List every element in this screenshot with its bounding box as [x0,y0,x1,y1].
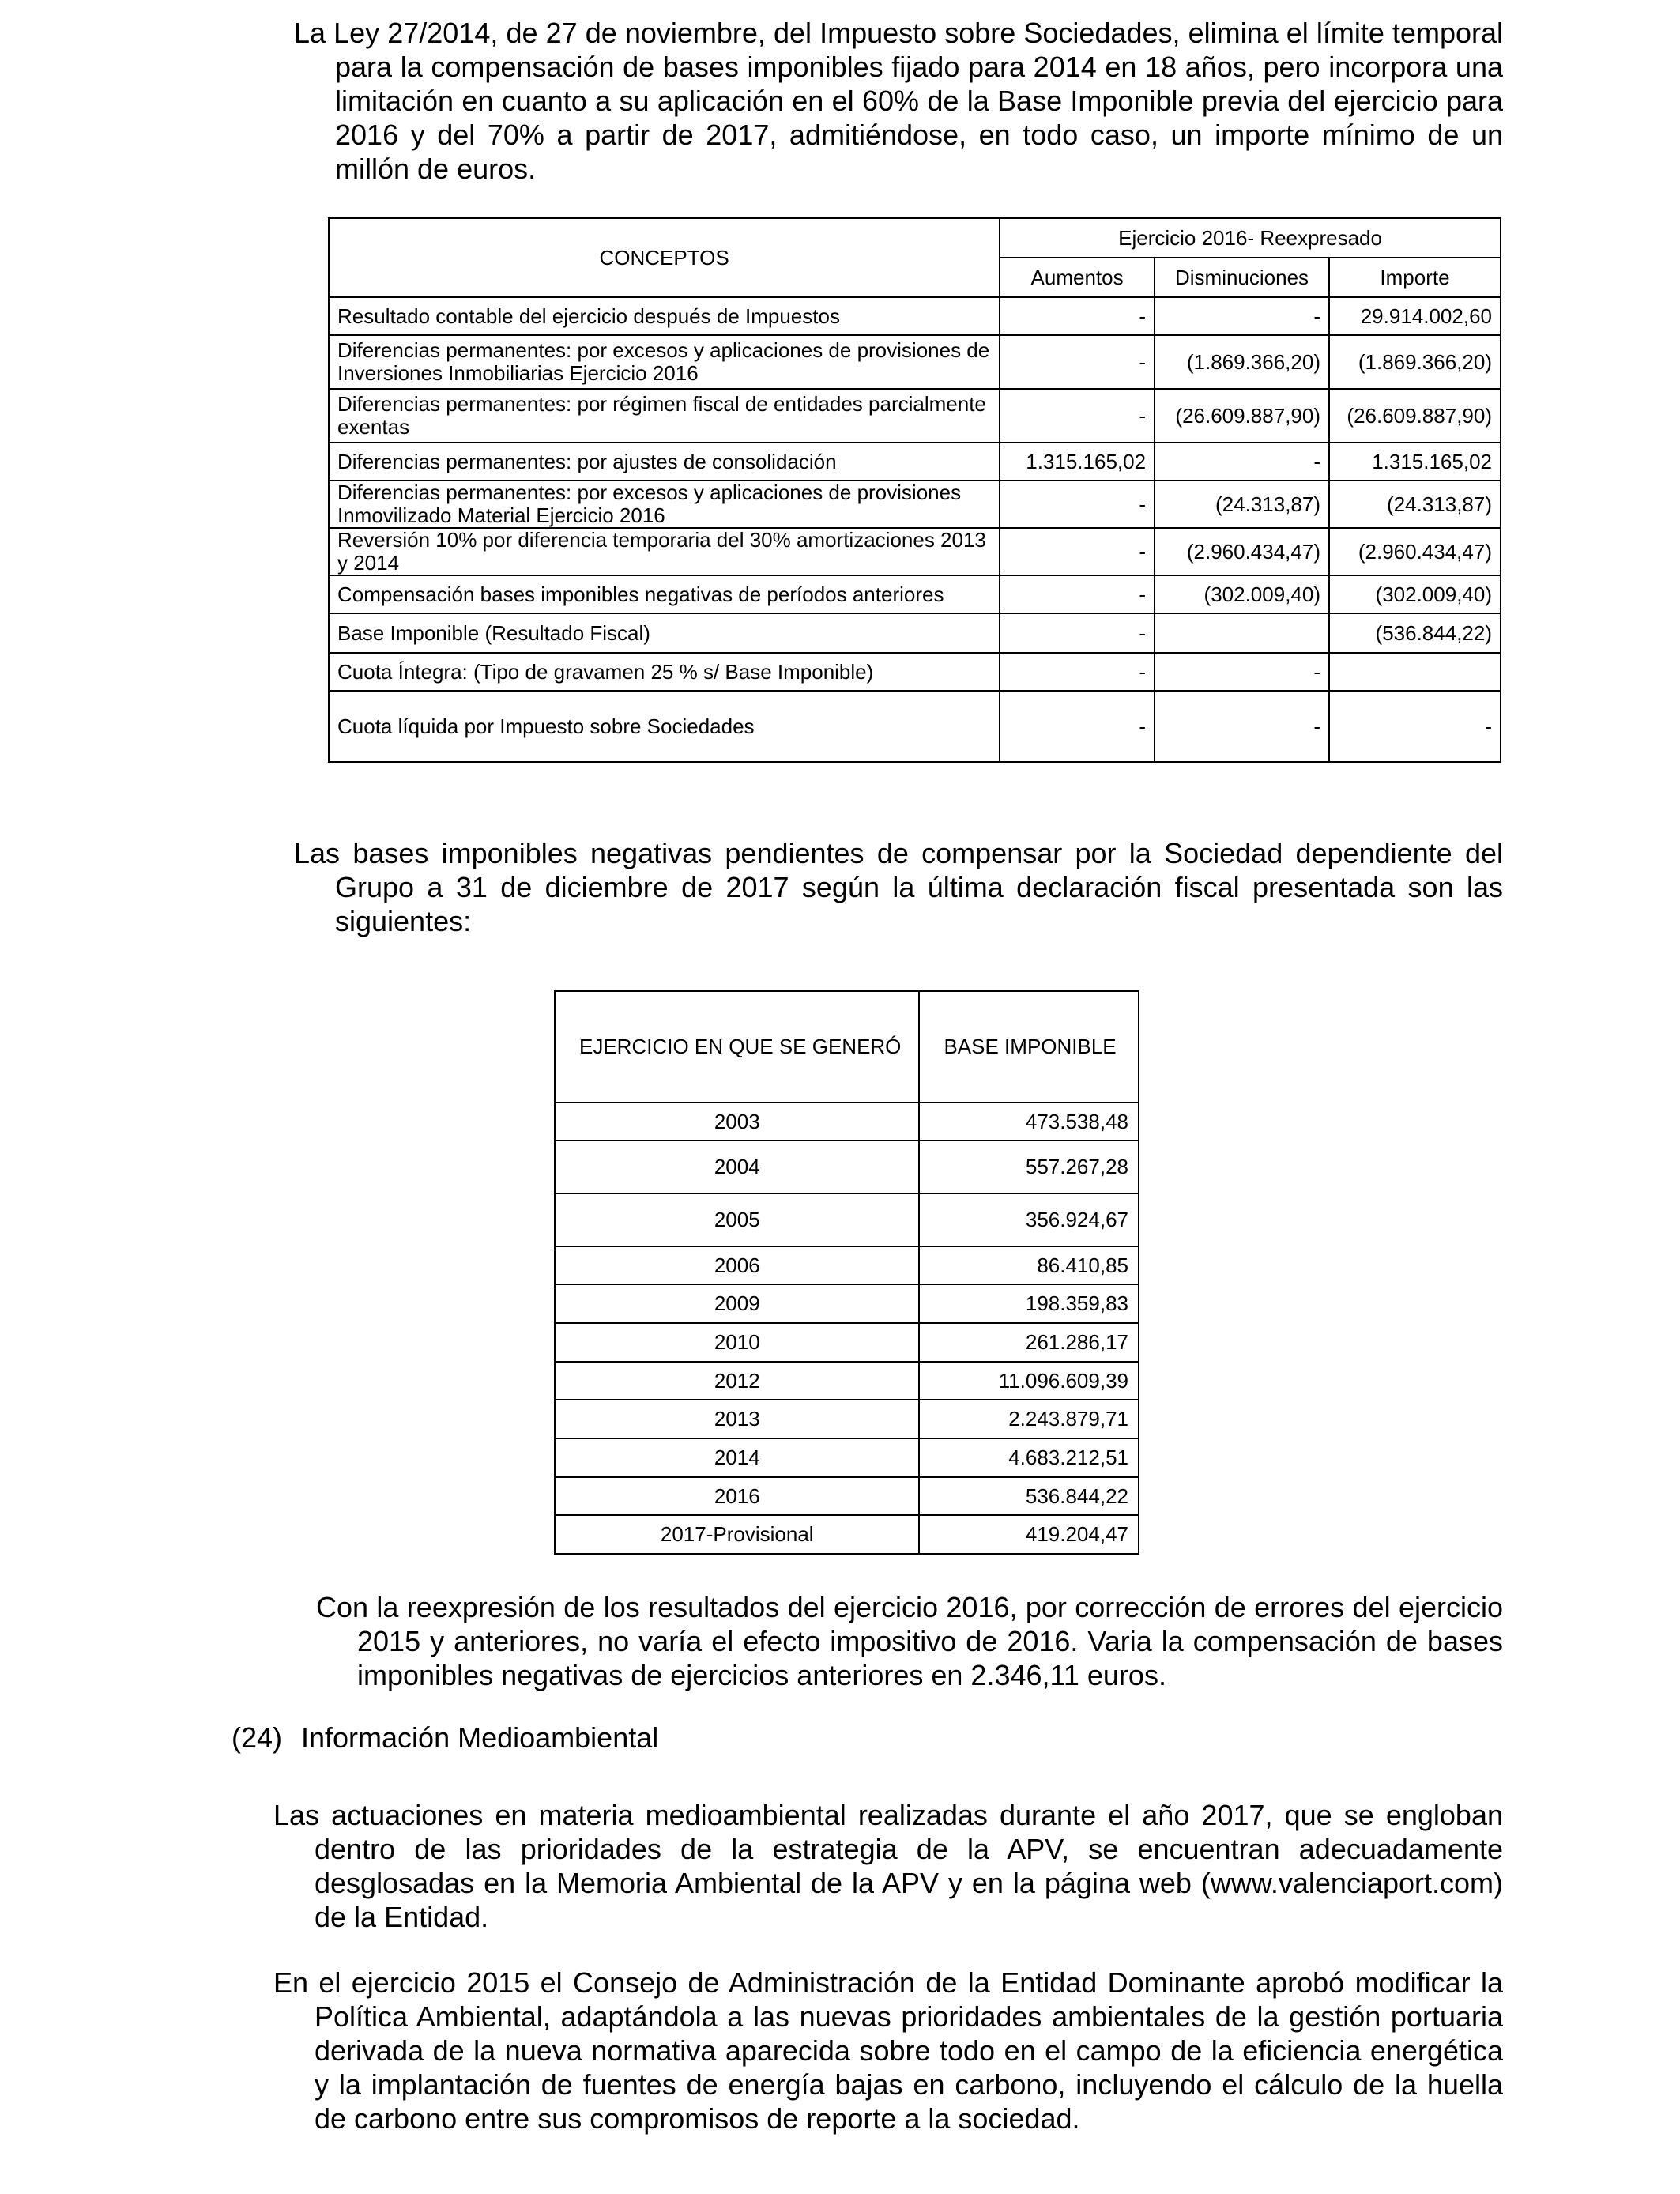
table-row [329,653,1501,691]
year-cell: 2010 [555,1323,919,1362]
value-cell: 473.538,48 [919,1103,1139,1140]
concept-cell: Cuota líquida por Impuesto sobre Sociedades [329,691,1000,762]
importe-cell: 1.315.165,02 [1329,443,1501,481]
aumentos-cell: - [1000,389,1155,443]
table-row [329,528,1501,575]
aumentos-cell: - [1000,575,1155,613]
importe-cell: 29.914.002,60 [1329,297,1501,335]
year-cell: 2003 [555,1103,919,1140]
year-cell: 2014 [555,1438,919,1477]
aumentos-cell: - [1000,653,1155,691]
aumentos-cell: - [1000,335,1155,389]
importe-cell: (26.609.887,90) [1329,389,1501,443]
env-paragraph-1: Las actuaciones en materia medioambiental realizadas durante el año 2017, que se engloban dentro de las prioridades de la estrategia de la APV, se encuentran adecuadamente desglosadas en la Memoria Ambiental de la APV y en la página web (www.valenciaport.com) de la Entidad. [273,1799,1503,1933]
env-paragraph-2: En el ejercicio 2015 el Consejo de Administración de la Entidad Dominante aprobó modificar la Política Ambiental, adaptándola a las nuevas prioridades ambientales de la gestión portuaria derivada de la nueva normativa aparecida sobre todo en el campo de la eficiencia energética y la implantación de fuentes de energía bajas en carbono, incluyendo el cálculo de la huella de carbono entre sus compromisos de reporte a la sociedad. [273,1966,1503,2135]
disminuciones-cell: (26.609.887,90) [1155,389,1329,443]
table-row [329,389,1501,443]
value-cell: 4.683.212,51 [919,1438,1139,1477]
importe-cell: (536.844,22) [1329,613,1501,653]
disminuciones-cell: (2.960.434,47) [1155,528,1329,575]
section-heading [232,1721,658,1755]
value-cell: 356.924,67 [919,1193,1139,1246]
concept-cell: Diferencias permanentes: por ajustes de consolidación [329,443,1000,481]
table-row [555,1193,1139,1246]
table-row [329,613,1501,653]
year-cell: 2004 [555,1140,919,1193]
table-row [555,1284,1139,1323]
reexpresion-paragraph: Con la reexpresión de los resultados del ejercicio 2016, por corrección de errores del ejercicio 2015 y anteriores, no varía el efecto impositivo de 2016. Varia la compensación de bases imponibles negativas de ejercicios anteriores en 2.346,11 euros. [316,1591,1503,1691]
concept-cell: Base Imponible (Resultado Fiscal) [329,613,1000,653]
importe-cell: - [1329,691,1501,762]
year-cell: 2017-Provisional [555,1515,919,1554]
tax-base-table [554,990,1139,1555]
concept-cell: Compensación bases imponibles negativas de períodos anteriores [329,575,1000,613]
table-row [555,1362,1139,1400]
year-cell: 2013 [555,1400,919,1438]
table-row [555,1477,1139,1515]
disminuciones-cell: (24.313,87) [1155,481,1329,528]
importe-cell: (1.869.366,20) [1329,335,1501,389]
table-row [555,1438,1139,1477]
table-row [555,1246,1139,1284]
table-row [555,1400,1139,1438]
col-header-base: BASE IMPONIBLE [919,991,1139,1103]
concept-cell: Cuota Íntegra: (Tipo de gravamen 25 % s/ Base Imponible) [329,653,1000,691]
section-title: Información Medioambiental [301,1721,659,1754]
disminuciones-cell: - [1155,691,1329,762]
value-cell: 419.204,47 [919,1515,1139,1554]
value-cell: 557.267,28 [919,1140,1139,1193]
disminuciones-cell: - [1155,297,1329,335]
table-row [329,297,1501,335]
disminuciones-cell: (302.009,40) [1155,575,1329,613]
section-number: (24) [232,1721,283,1754]
disminuciones-cell: - [1155,443,1329,481]
concepts-header: CONCEPTOS [329,218,1000,297]
concept-cell: Diferencias permanentes: por excesos y aplicaciones de provisiones de Inversiones Inmobiliarias Ejercicio 2016 [329,335,1000,389]
intro-paragraph: La Ley 27/2014, de 27 de noviembre, del Impuesto sobre Sociedades, elimina el límite temporal para la compensación de bases imponibles fijado para 2014 en 18 años, pero incorpora una limitación en cuanto a su aplicación en el 60% de la Base Imponible previa del ejercicio para 2016 y del 70% a partir de 2017, admitiéndose, en todo caso, un importe mínimo de un millón de euros. [294,17,1503,185]
importe-cell: (302.009,40) [1329,575,1501,613]
aumentos-cell: - [1000,691,1155,762]
importe-cell: (24.313,87) [1329,481,1501,528]
value-cell: 261.286,17 [919,1323,1139,1362]
concept-cell: Reversión 10% por diferencia temporaria del 30% amortizaciones 2013 y 2014 [329,528,1000,575]
aumentos-cell: - [1000,297,1155,335]
tax-reconciliation-table [328,217,1501,763]
disminuciones-cell: - [1155,653,1329,691]
importe-cell: (2.960.434,47) [1329,528,1501,575]
year-cell: 2016 [555,1477,919,1515]
table-row [329,335,1501,389]
table-row [329,575,1501,613]
disminuciones-cell [1155,613,1329,653]
concept-cell: Diferencias permanentes: por régimen fiscal de entidades parcialmente exentas [329,389,1000,443]
value-cell: 536.844,22 [919,1477,1139,1515]
year-cell: 2009 [555,1284,919,1323]
aumentos-cell: - [1000,613,1155,653]
col-header-importe: Importe [1329,258,1501,297]
table-row [329,443,1501,481]
aumentos-cell: 1.315.165,02 [1000,443,1155,481]
aumentos-cell: - [1000,528,1155,575]
col-header-ejercicio: EJERCICIO EN QUE SE GENERÓ [555,991,919,1103]
col-header-disminuciones: Disminuciones [1155,258,1329,297]
year-cell: 2005 [555,1193,919,1246]
table-row [555,1323,1139,1362]
table-row [329,691,1501,762]
concept-cell: Diferencias permanentes: por excesos y aplicaciones de provisiones Inmovilizado Material Ejercicio 2016 [329,481,1000,528]
value-cell: 86.410,85 [919,1246,1139,1284]
col-header-aumentos: Aumentos [1000,258,1155,297]
value-cell: 11.096.609,39 [919,1362,1139,1400]
value-cell: 2.243.879,71 [919,1400,1139,1438]
concept-cell: Resultado contable del ejercicio después de Impuestos [329,297,1000,335]
table-row [329,481,1501,528]
table-row [555,1103,1139,1140]
group-header: Ejercicio 2016- Reexpresado [1000,218,1501,258]
year-cell: 2012 [555,1362,919,1400]
table-row [555,1140,1139,1193]
table-row [555,1515,1139,1554]
year-cell: 2006 [555,1246,919,1284]
value-cell: 198.359,83 [919,1284,1139,1323]
importe-cell [1329,653,1501,691]
disminuciones-cell: (1.869.366,20) [1155,335,1329,389]
aumentos-cell: - [1000,481,1155,528]
bases-paragraph: Las bases imponibles negativas pendientes de compensar por la Sociedad dependiente del Grupo a 31 de diciembre de 2017 según la última declaración fiscal presentada son las siguientes: [294,837,1503,937]
